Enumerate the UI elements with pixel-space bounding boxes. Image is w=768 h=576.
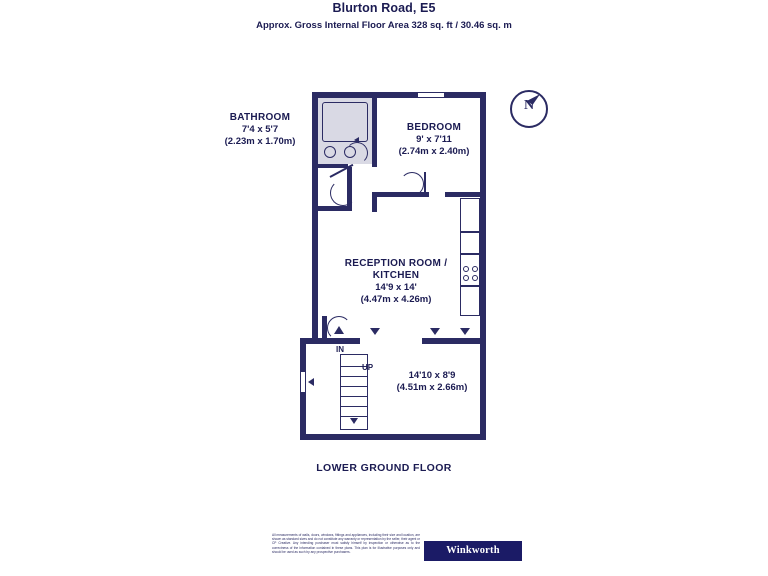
kitchen-counter-1 bbox=[460, 198, 480, 232]
stair-step bbox=[341, 406, 367, 407]
wall-bottom bbox=[300, 434, 486, 440]
compass-label: N bbox=[523, 98, 535, 113]
wall-bedroom-bottom-right bbox=[445, 192, 486, 197]
floor-caption: LOWER GROUND FLOOR bbox=[316, 462, 452, 474]
bedroom-door-icon bbox=[400, 172, 424, 196]
room-label-bedroom bbox=[358, 122, 510, 158]
stairs-direction-arrow-icon bbox=[350, 418, 358, 424]
kitchen-oven-icon bbox=[460, 232, 480, 254]
wall-hall-bottom bbox=[312, 206, 352, 211]
lower-room-dim-metric: (4.51m x 2.66m) bbox=[396, 382, 468, 393]
bedroom-door-leaf bbox=[424, 172, 426, 196]
brand-logo bbox=[424, 541, 522, 561]
wall-mid-right bbox=[422, 338, 486, 344]
bedroom-dim-metric: (2.74m x 2.40m) bbox=[398, 146, 470, 157]
page-title: Blurton Road, E5 bbox=[332, 1, 436, 15]
reception-arrow-right-icon bbox=[430, 328, 440, 335]
stairs-up-label: UP bbox=[362, 363, 374, 372]
wall-hall-left bbox=[312, 163, 317, 211]
compass-north-icon bbox=[510, 90, 550, 130]
bathroom-dim-metric: (2.23m x 1.70m) bbox=[224, 136, 296, 147]
reception-dim-imperial: 14'9 x 14' bbox=[375, 282, 417, 293]
floor-area-subtitle: Approx. Gross Internal Floor Area 328 sq. ft / 30.46 sq. m bbox=[256, 20, 512, 31]
stair-step bbox=[341, 416, 367, 417]
window-bedroom-top bbox=[418, 92, 444, 98]
reception-arrow-left-icon bbox=[370, 328, 380, 335]
kitchen-name: KITCHEN bbox=[372, 270, 420, 281]
reception-dim-metric: (4.47m x 4.26m) bbox=[360, 294, 432, 305]
room-label-lower-room bbox=[348, 370, 516, 394]
brand-name: Winkworth bbox=[446, 545, 500, 556]
room-label-bathroom bbox=[190, 112, 330, 148]
bedroom-dim-imperial: 9' x 7'11 bbox=[416, 134, 452, 145]
wall-bedroom-left-stub bbox=[372, 192, 377, 212]
bathroom-name: BATHROOM bbox=[229, 112, 291, 123]
reception-name: RECEPTION ROOM / bbox=[344, 258, 448, 269]
header bbox=[0, 0, 768, 33]
wall-lower-top-left bbox=[300, 338, 316, 344]
footer bbox=[272, 533, 522, 573]
lower-left-arrow-icon bbox=[308, 378, 314, 386]
disclaimer-text: All measurements of walls, doors, windows, fittings and appliances, including their size and location, are shown as standard sizes and do not constitute any warranty or representation by the seller, their agent or CP Creative. Any intending purchaser must satisfy himself by inspection or otherwise as to the correctness of the information contained in these plans. This plan is for illustrative purposes only and should be used as such by any prospective purchasers. bbox=[272, 533, 420, 554]
entrance-arrow-icon bbox=[334, 326, 344, 334]
window-lower-left bbox=[300, 372, 306, 392]
bathroom-dim-imperial: 7'4 x 5'7 bbox=[241, 124, 279, 135]
bedroom-name: BEDROOM bbox=[406, 122, 462, 133]
reception-arrow-far-right-icon bbox=[460, 328, 470, 335]
entrance-label: IN bbox=[336, 345, 344, 354]
stair-step bbox=[341, 396, 367, 397]
room-label-reception-kitchen bbox=[308, 258, 484, 306]
lower-room-dim-imperial: 14'10 x 8'9 bbox=[408, 370, 456, 381]
hall-door-icon bbox=[330, 180, 356, 206]
